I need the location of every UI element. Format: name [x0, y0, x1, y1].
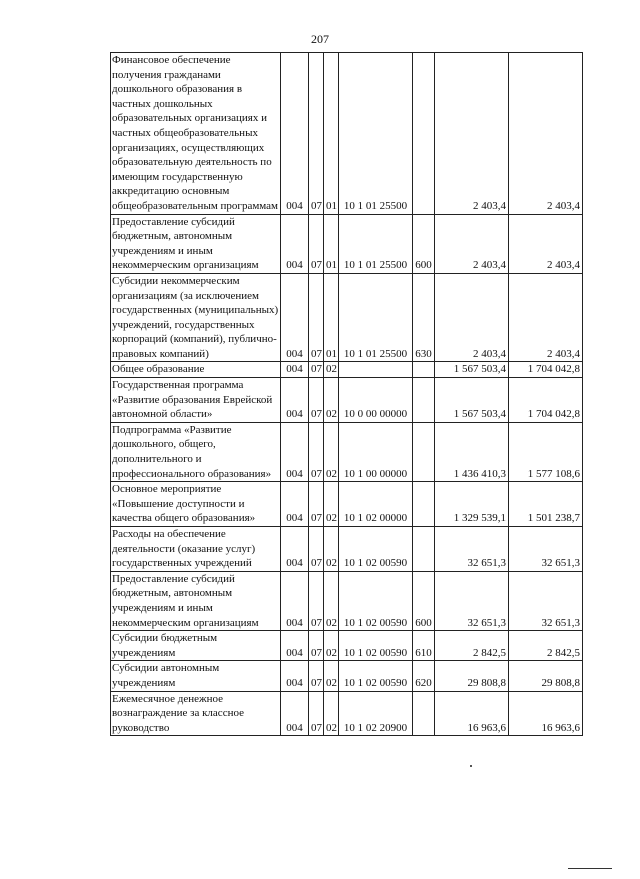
- row-sum-year-2: 2 403,4: [509, 273, 583, 362]
- scan-speck: [470, 765, 472, 767]
- row-expense-type: 610: [413, 631, 435, 661]
- row-expense-type: [413, 527, 435, 572]
- row-name: Субсидии некоммерческим организациям (за исключением государственных (муниципальных) учреждений, государственных корпораций (компаний), публично-правовых компаний): [111, 273, 281, 362]
- row-target-article: 10 1 02 00590: [339, 571, 413, 630]
- row-expense-type: [413, 378, 435, 423]
- row-target-article: 10 1 02 20900: [339, 691, 413, 736]
- row-target-article: 10 1 02 00000: [339, 482, 413, 527]
- row-ved: 004: [281, 661, 309, 691]
- row-sum-year-1: 1 567 503,4: [435, 378, 509, 423]
- row-target-article: 10 1 02 00590: [339, 527, 413, 572]
- row-target-article: 10 1 01 25500: [339, 273, 413, 362]
- table-row: [111, 527, 583, 572]
- table-row: [111, 53, 583, 215]
- row-section: 07: [309, 273, 324, 362]
- row-subsection: 02: [324, 422, 339, 481]
- row-sum-year-2: 32 651,3: [509, 527, 583, 572]
- row-name: Предоставление субсидий бюджетным, автономным учреждениям и иным некоммерческим организациям: [111, 214, 281, 273]
- row-section: 07: [309, 422, 324, 481]
- row-subsection: 01: [324, 214, 339, 273]
- row-target-article: 10 1 02 00590: [339, 631, 413, 661]
- row-sum-year-2: 2 842,5: [509, 631, 583, 661]
- row-sum-year-2: 1 704 042,8: [509, 362, 583, 378]
- row-subsection: 02: [324, 378, 339, 423]
- row-name: Предоставление субсидий бюджетным, автономным учреждениям и иным некоммерческим организациям: [111, 571, 281, 630]
- table-row: [111, 571, 583, 630]
- row-name: Основное мероприятие «Повышение доступности и качества общего образования»: [111, 482, 281, 527]
- page-number: 207: [311, 32, 329, 46]
- row-subsection: 01: [324, 273, 339, 362]
- row-subsection: 01: [324, 53, 339, 215]
- row-ved: 004: [281, 362, 309, 378]
- table-row: [111, 362, 583, 378]
- row-ved: 004: [281, 527, 309, 572]
- row-sum-year-1: 2 403,4: [435, 214, 509, 273]
- row-ved: 004: [281, 378, 309, 423]
- row-section: 07: [309, 661, 324, 691]
- row-sum-year-1: 2 403,4: [435, 273, 509, 362]
- row-subsection: 02: [324, 527, 339, 572]
- table-row: [111, 378, 583, 423]
- row-section: 07: [309, 53, 324, 215]
- row-name: Субсидии автономным учреждениям: [111, 661, 281, 691]
- row-ved: 004: [281, 631, 309, 661]
- row-sum-year-1: 32 651,3: [435, 571, 509, 630]
- row-ved: 004: [281, 273, 309, 362]
- row-subsection: 02: [324, 482, 339, 527]
- row-sum-year-2: 1 501 238,7: [509, 482, 583, 527]
- row-sum-year-2: 1 577 108,6: [509, 422, 583, 481]
- row-target-article: 10 1 01 25500: [339, 53, 413, 215]
- scan-mark: [568, 868, 612, 869]
- row-sum-year-1: 16 963,6: [435, 691, 509, 736]
- row-subsection: 02: [324, 571, 339, 630]
- row-name: Общее образование: [111, 362, 281, 378]
- row-sum-year-2: 1 704 042,8: [509, 378, 583, 423]
- row-expense-type: [413, 53, 435, 215]
- row-expense-type: 600: [413, 571, 435, 630]
- row-section: 07: [309, 571, 324, 630]
- row-section: 07: [309, 378, 324, 423]
- row-target-article: 10 0 00 00000: [339, 378, 413, 423]
- table-row: [111, 214, 583, 273]
- row-subsection: 02: [324, 661, 339, 691]
- row-ved: 004: [281, 482, 309, 527]
- row-expense-type: [413, 422, 435, 481]
- row-expense-type: [413, 362, 435, 378]
- row-sum-year-2: 2 403,4: [509, 214, 583, 273]
- table-row: [111, 273, 583, 362]
- row-sum-year-2: 32 651,3: [509, 571, 583, 630]
- row-target-article: 10 1 01 25500: [339, 214, 413, 273]
- row-name: Подпрограмма «Развитие дошкольного, общего, дополнительного и профессионального образования»: [111, 422, 281, 481]
- row-section: 07: [309, 482, 324, 527]
- row-sum-year-2: 16 963,6: [509, 691, 583, 736]
- row-name: Расходы на обеспечение деятельности (оказание услуг) государственных учреждений: [111, 527, 281, 572]
- row-ved: 004: [281, 53, 309, 215]
- row-expense-type: [413, 482, 435, 527]
- row-target-article: 10 1 00 00000: [339, 422, 413, 481]
- budget-table: [110, 52, 583, 736]
- row-name: Государственная программа «Развитие образования Еврейской автономной области»: [111, 378, 281, 423]
- row-sum-year-1: 1 436 410,3: [435, 422, 509, 481]
- row-ved: 004: [281, 422, 309, 481]
- table-row: [111, 422, 583, 481]
- row-subsection: 02: [324, 362, 339, 378]
- row-subsection: 02: [324, 631, 339, 661]
- row-section: 07: [309, 527, 324, 572]
- row-sum-year-1: 1 567 503,4: [435, 362, 509, 378]
- row-subsection: 02: [324, 691, 339, 736]
- row-sum-year-1: 2 842,5: [435, 631, 509, 661]
- row-sum-year-1: 32 651,3: [435, 527, 509, 572]
- row-expense-type: 630: [413, 273, 435, 362]
- row-ved: 004: [281, 691, 309, 736]
- row-target-article: [339, 362, 413, 378]
- row-name: Финансовое обеспечение получения гражданами дошкольного образования в частных дошкольных образовательных организациях и частных общеобразовательных организациях, осуществляющих образовательную деятельность по имеющим государственную аккредитацию основным общеобразовательным программам: [111, 53, 281, 215]
- table-row: [111, 482, 583, 527]
- row-sum-year-1: 1 329 539,1: [435, 482, 509, 527]
- row-ved: 004: [281, 214, 309, 273]
- table-row: [111, 691, 583, 736]
- row-name: Ежемесячное денежное вознаграждение за классное руководство: [111, 691, 281, 736]
- row-sum-year-2: 2 403,4: [509, 53, 583, 215]
- row-section: 07: [309, 214, 324, 273]
- row-expense-type: 600: [413, 214, 435, 273]
- row-section: 07: [309, 362, 324, 378]
- row-sum-year-1: 29 808,8: [435, 661, 509, 691]
- row-name: Субсидии бюджетным учреждениям: [111, 631, 281, 661]
- row-sum-year-2: 29 808,8: [509, 661, 583, 691]
- table-row: [111, 631, 583, 661]
- row-expense-type: 620: [413, 661, 435, 691]
- row-section: 07: [309, 691, 324, 736]
- table-row: [111, 661, 583, 691]
- row-sum-year-1: 2 403,4: [435, 53, 509, 215]
- row-section: 07: [309, 631, 324, 661]
- row-target-article: 10 1 02 00590: [339, 661, 413, 691]
- row-expense-type: [413, 691, 435, 736]
- row-ved: 004: [281, 571, 309, 630]
